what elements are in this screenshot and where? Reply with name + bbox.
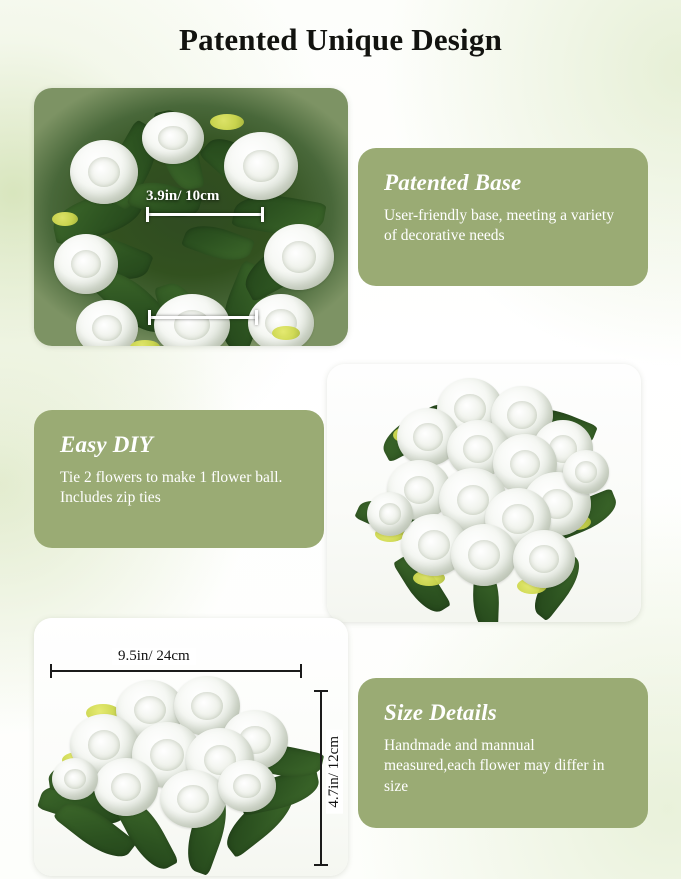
size-photo	[34, 618, 348, 876]
panel-patented-base	[358, 148, 648, 286]
base-measure-bar	[148, 316, 258, 319]
panel-size-details	[358, 678, 648, 828]
size-width-label: 9.5in/ 24cm	[112, 648, 196, 665]
size-width-bar	[50, 670, 302, 672]
panel-patented-base-body: User-friendly base, meeting a variety of decorative needs	[384, 207, 614, 245]
size-height-label: 4.7in/ 12cm	[326, 730, 343, 814]
size-height-bar	[320, 690, 322, 866]
base-measure-label: 3.9in/ 10cm	[146, 188, 220, 204]
panel-size-details-heading: Size Details	[384, 700, 497, 725]
base-measure-bar-2	[146, 213, 264, 216]
flower-ball-photo-image	[327, 364, 641, 622]
page-title: Patented Unique Design	[178, 22, 503, 57]
base-photo-image	[34, 88, 348, 346]
flower-ball-photo	[327, 364, 641, 622]
panel-easy-diy-body: Tie 2 flowers to make 1 flower ball. Includes zip ties	[60, 469, 283, 507]
base-photo	[34, 88, 348, 346]
panel-size-details-body: Handmade and mannual measured,each flower may differ in size	[384, 737, 605, 795]
panel-patented-base-heading: Patented Base	[384, 170, 522, 195]
panel-easy-diy	[34, 410, 324, 548]
panel-easy-diy-heading: Easy DIY	[60, 432, 153, 457]
